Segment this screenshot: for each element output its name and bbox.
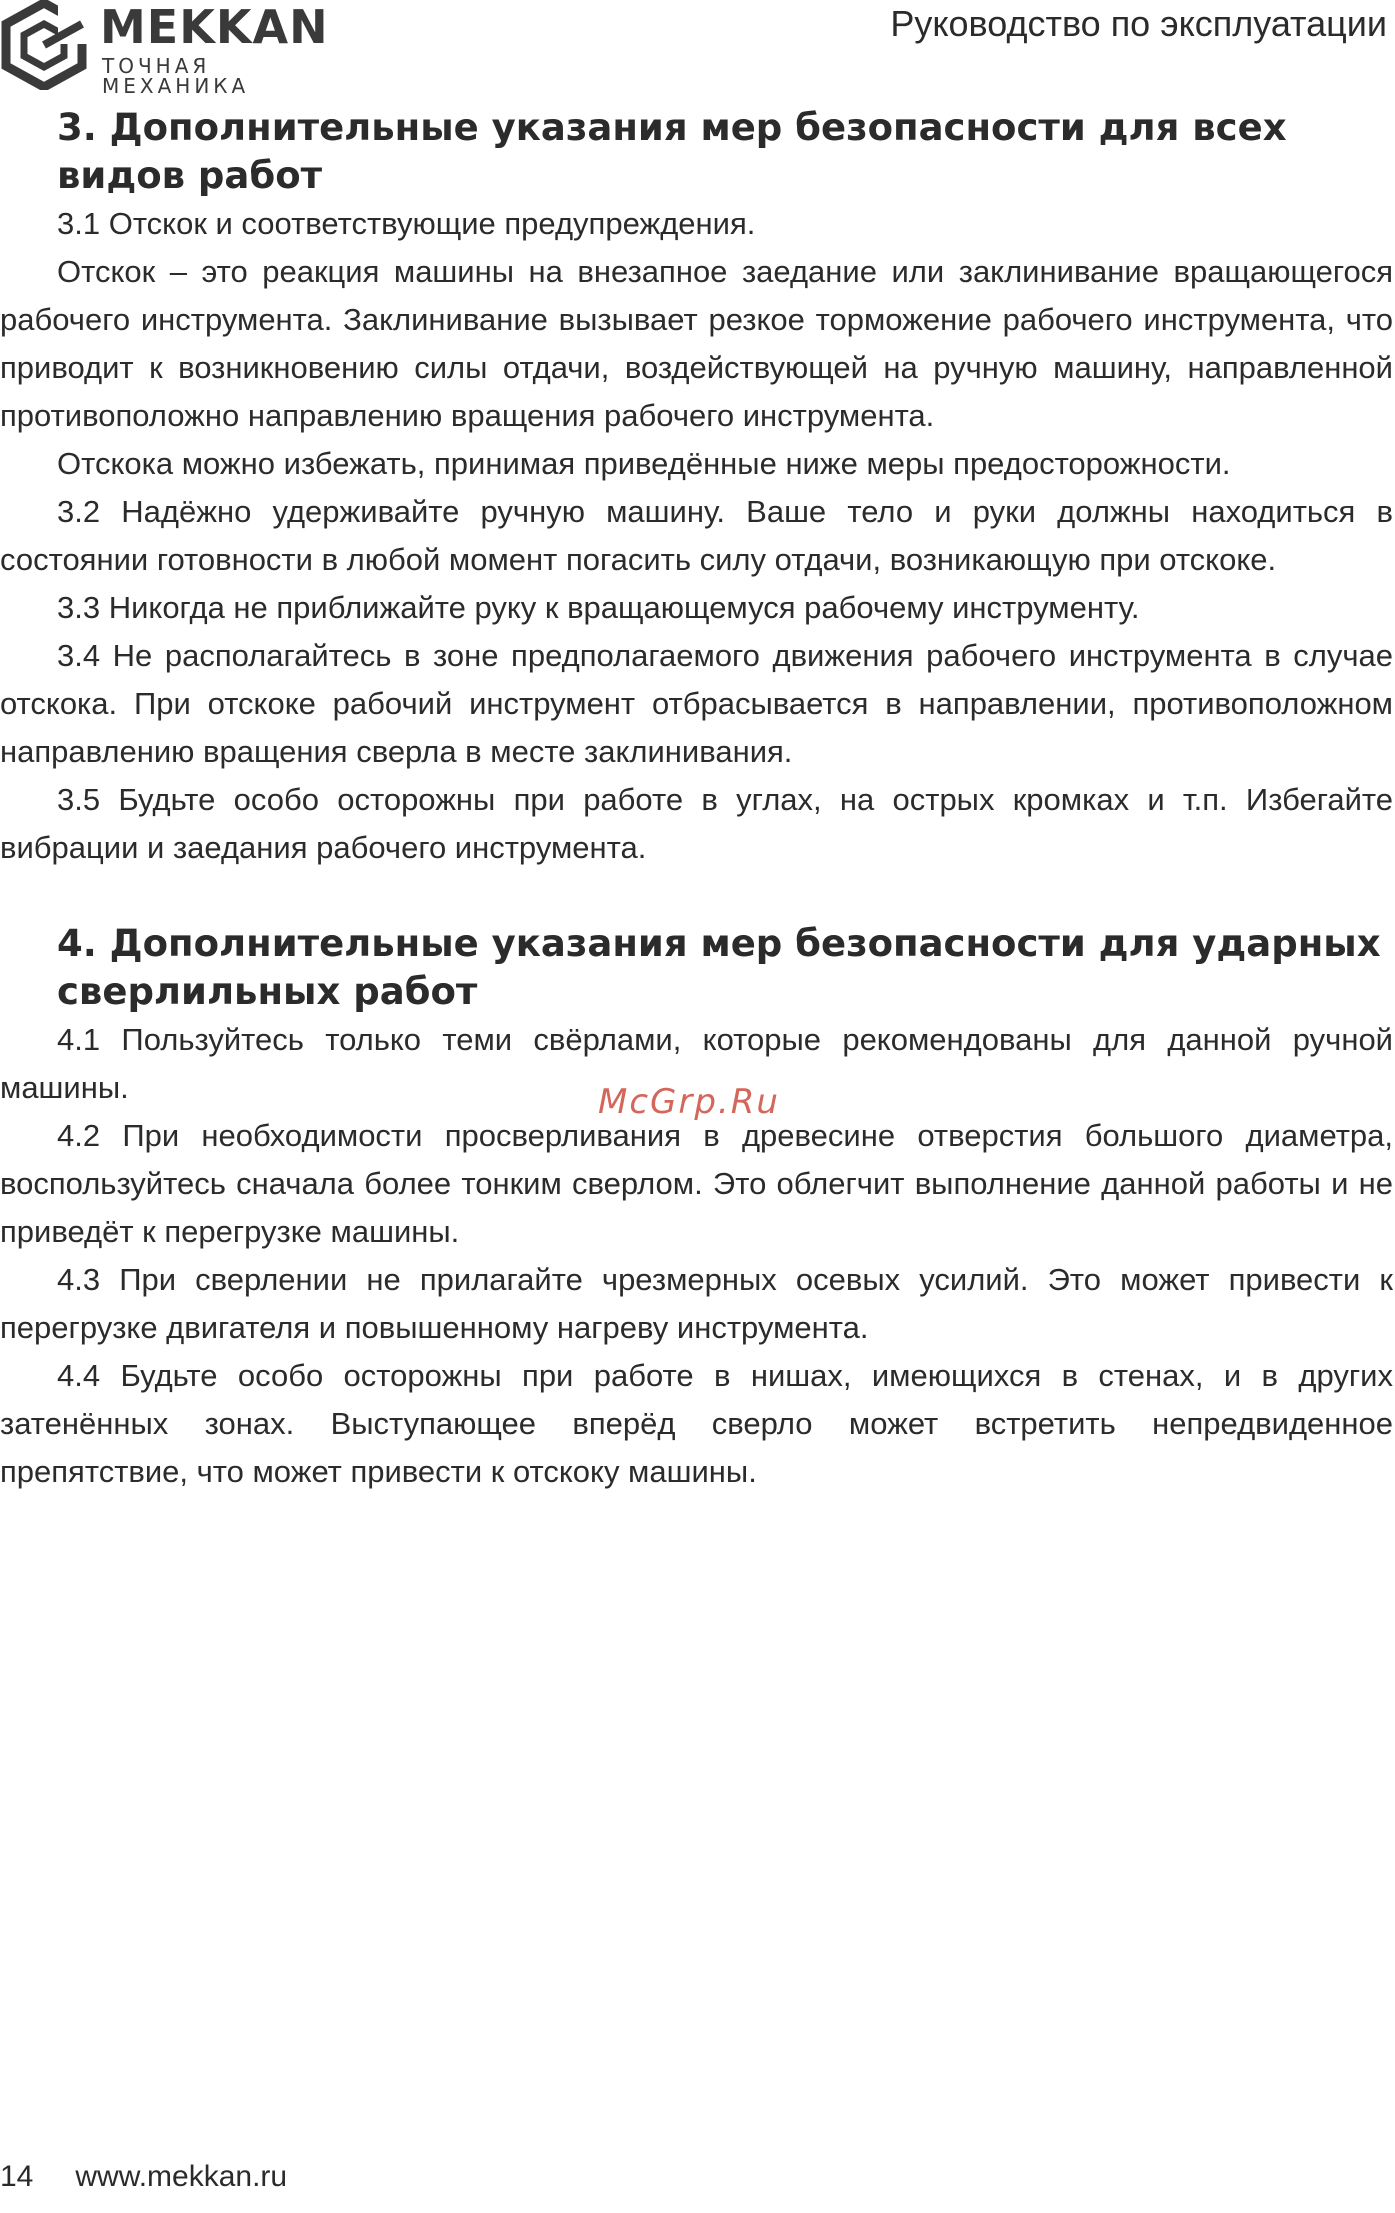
document-title: Руководство по эксплуатации	[890, 3, 1387, 44]
paragraph-3-4: 3.4 Не располагайтесь в зоне предполагаемого движения рабочего инструмента в случае отскока. При отскоке рабочий инструмент отбрасывается в направлении, противоположном направлению вращения сверла в месте заклинивания.	[0, 638, 1393, 769]
watermark: McGrp.Ru	[598, 1082, 780, 1122]
paragraph-4-4: 4.4 Будьте особо осторожны при работе в нишах, имеющихся в стенах, и в других затенённых зонах. Выступающее вперёд сверло может встретить непредвиденное препятствие, что может привести к отскоку машины.	[0, 1358, 1393, 1489]
paragraph-kickback-definition: Отскок – это реакция машины на внезапное заедание или заклинивание вращающегося рабочего инструмента. Заклинивание вызывает резкое торможение рабочего инструмента, что приводит к возникновению силы отдачи, воздействующей на ручную машину, направленной противоположно направлению вращения рабочего инструмента.	[0, 254, 1393, 433]
brand-tagline: ТОЧНАЯ МЕХАНИКА	[102, 54, 250, 98]
brand-name: MEKKAN	[100, 0, 329, 54]
paragraph-4-1: 4.1 Пользуйтесь только теми свёрлами, которые рекомендованы для данной ручной машины.	[0, 1022, 1393, 1105]
paragraph-3-1: 3.1 Отскок и соответствующие предупреждения.	[57, 206, 756, 241]
brand-logo	[0, 0, 340, 98]
paragraph-3-5: 3.5 Будьте особо осторожны при работе в углах, на острых кромках и т.п. Избегайте вибрации и заедания рабочего инструмента.	[0, 782, 1393, 865]
paragraph-kickback-avoid: Отскока можно избежать, принимая приведённые ниже меры предосторожности.	[57, 446, 1231, 481]
paragraph-3-3: 3.3 Никогда не приближайте руку к вращающемуся рабочему инструменту.	[57, 590, 1140, 625]
hexagon-logo-icon	[0, 0, 88, 90]
paragraph-4-3: 4.3 При сверлении не прилагайте чрезмерных осевых усилий. Это может привести к перегрузке двигателя и повышенному нагреву инструмента.	[0, 1262, 1393, 1345]
paragraph-4-2: 4.2 При необходимости просверливания в древесине отверстия большого диаметра, воспользуйтесь сначала более тонким сверлом. Это облегчит выполнение данной работы и не приведёт к перегрузке машины.	[0, 1118, 1393, 1249]
section-4-heading: 4. Дополнительные указания мер безопасности для ударных сверлильных работ	[57, 922, 1381, 1013]
section-3-heading: 3. Дополнительные указания мер безопасности для всех видов работ	[57, 106, 1287, 197]
page-number: 14	[0, 2160, 34, 2193]
paragraph-3-2: 3.2 Надёжно удерживайте ручную машину. Ваше тело и руки должны находиться в состоянии готовности в любой момент погасить силу отдачи, возникающую при отскоке.	[0, 494, 1393, 577]
page-footer	[0, 2160, 287, 2194]
footer-url[interactable]: www.mekkan.ru	[75, 2160, 288, 2193]
page-content	[0, 104, 1393, 1496]
section-spacer	[0, 872, 1393, 920]
